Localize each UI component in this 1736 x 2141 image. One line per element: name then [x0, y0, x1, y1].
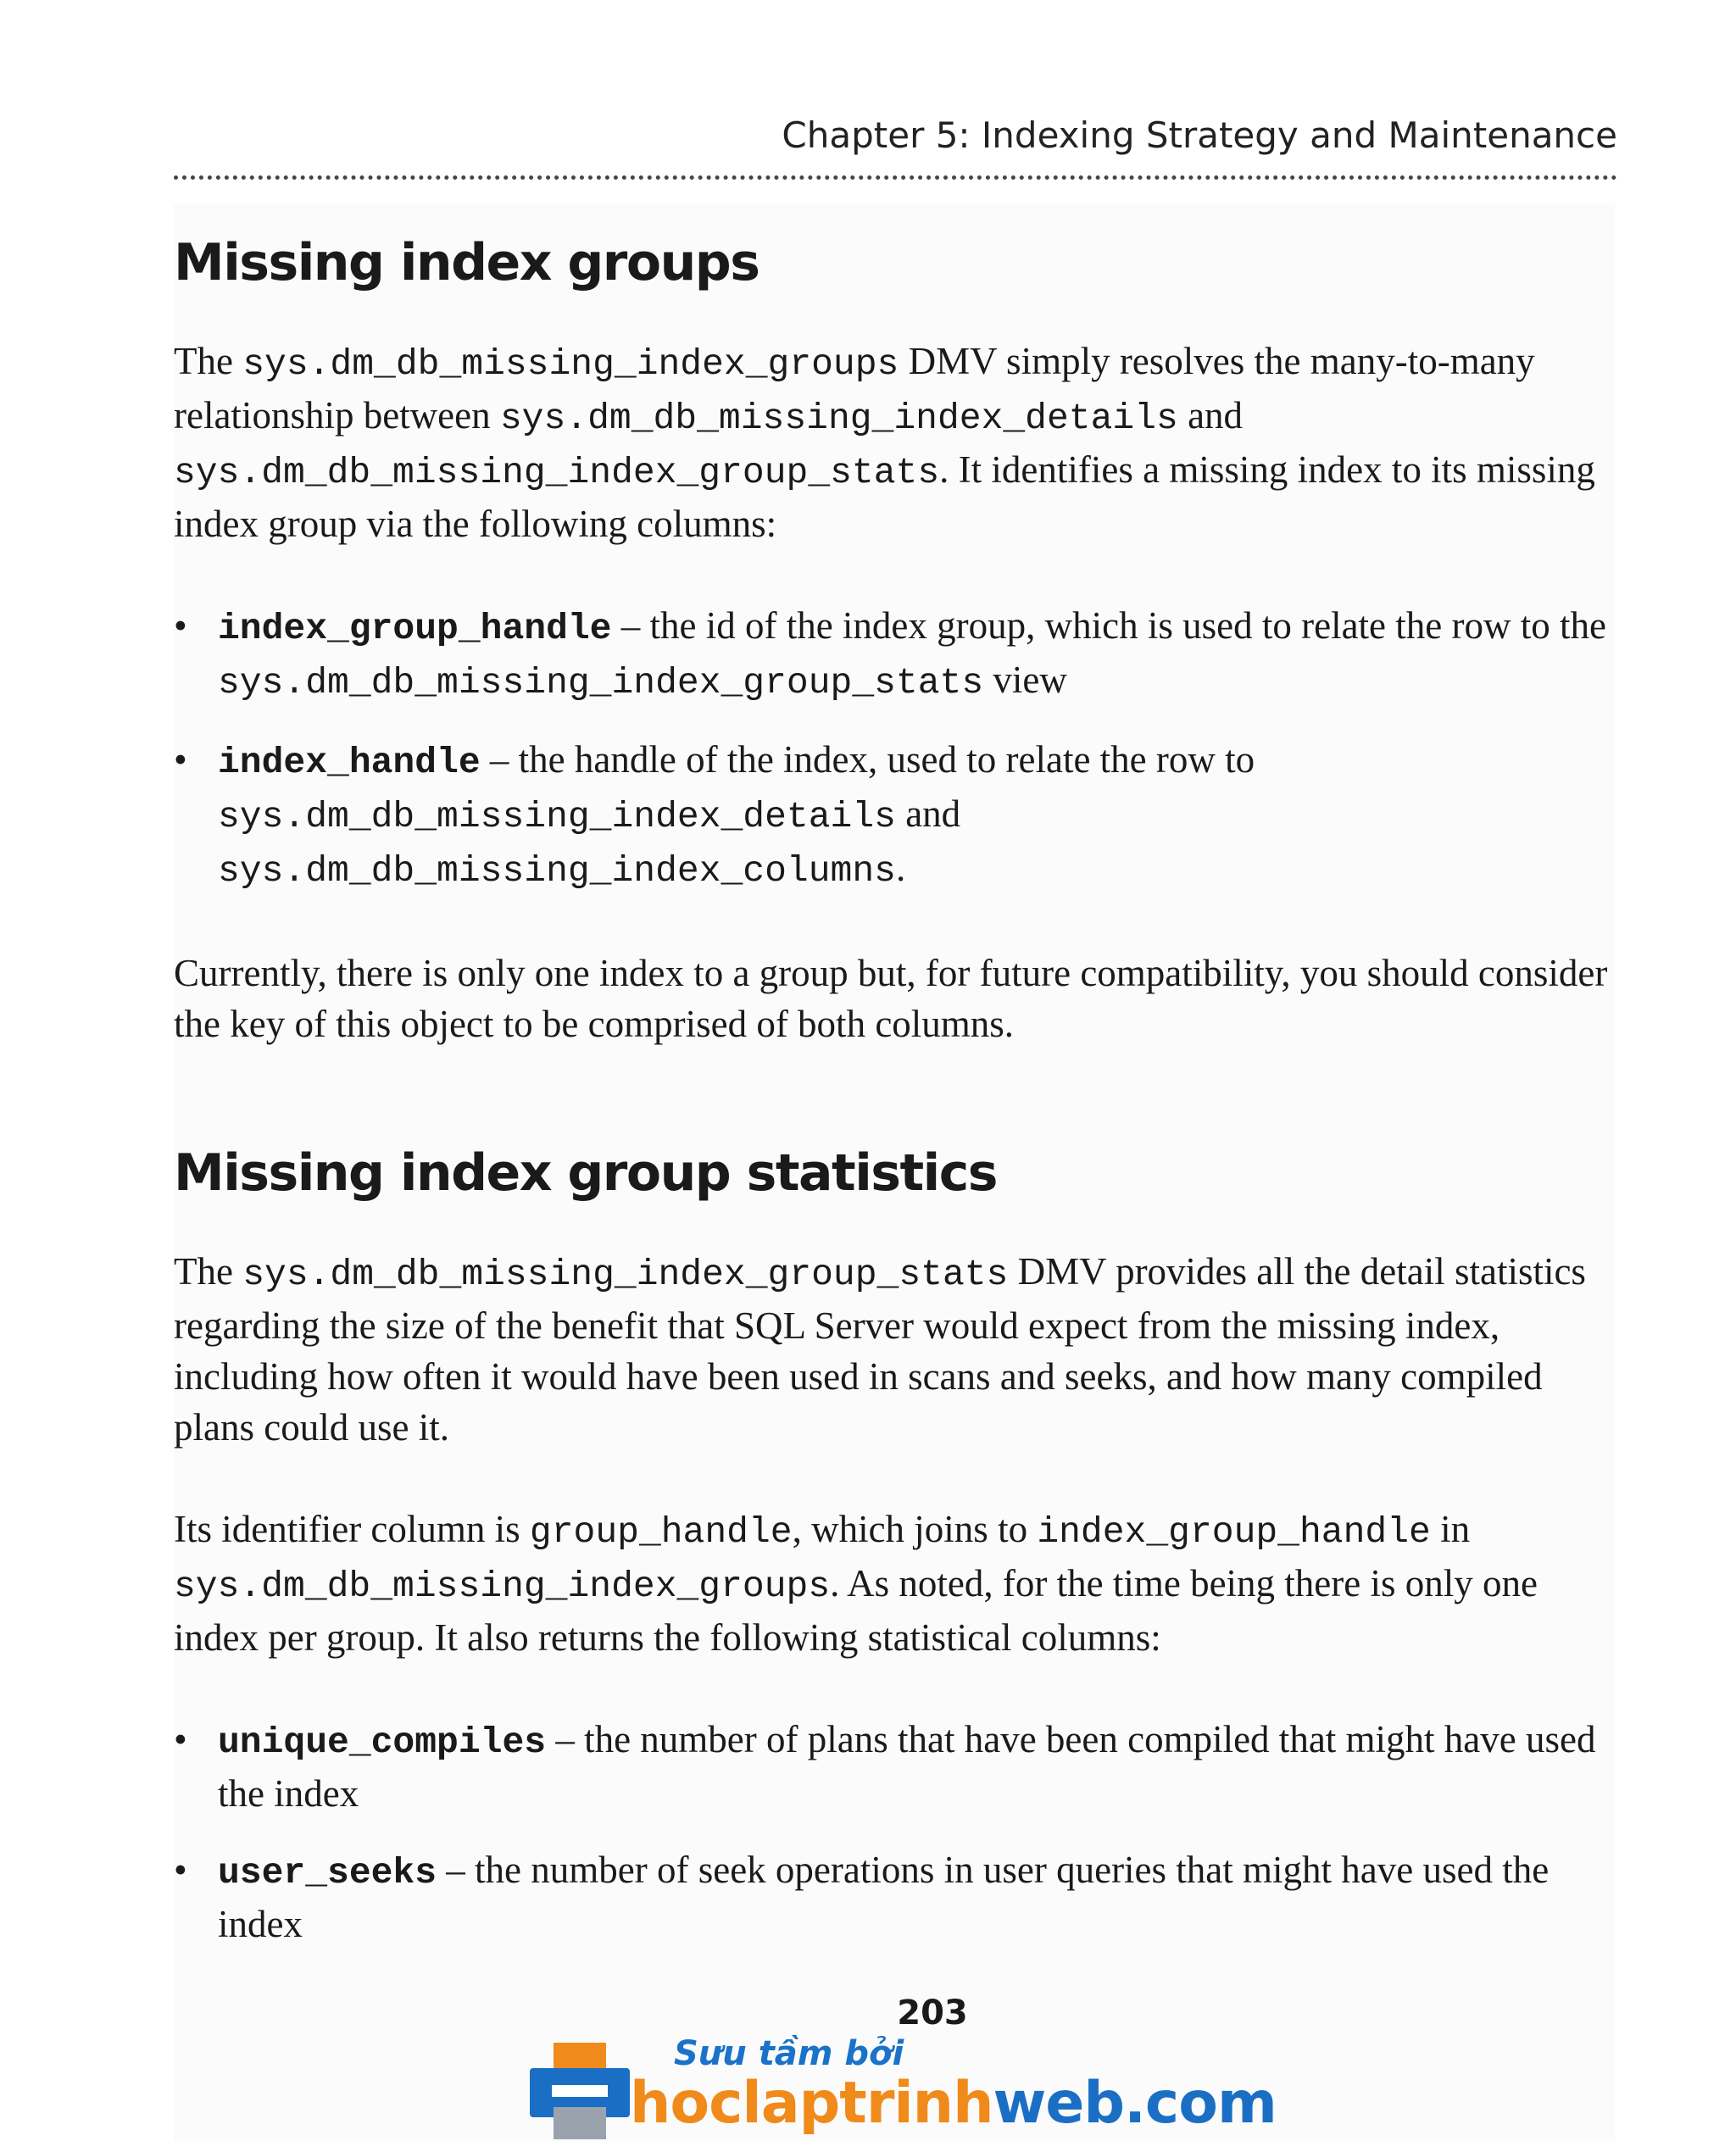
column-name: index_handle	[218, 742, 481, 783]
text-run: Its identifier column is	[174, 1508, 530, 1550]
code-term: sys.dm_db_missing_index_details	[218, 796, 896, 837]
text-run: . It identifies a missing index to its missing index group via the following columns:	[174, 448, 1595, 545]
text-run: – the number of plans that have been compiled that might have used the index	[218, 1718, 1596, 1815]
text-run: DMV provides all the detail statistics regarding the size of the benefit that SQL Server would expect from the missing index, including how often it would have been used in scans and seeks, and how many compiled plans could use it.	[174, 1250, 1586, 1449]
text-run: .	[895, 847, 906, 889]
printer-logo-icon	[530, 2043, 630, 2141]
code-term: index_group_handle	[1037, 1511, 1431, 1553]
text-run: The	[174, 1250, 243, 1293]
text-run: , which joins to	[792, 1508, 1038, 1550]
list-item	[174, 734, 1619, 897]
closing-paragraph: Currently, there is only one index to a group but, for future compatibility, you should consider the key of this object to be comprised of both columns.	[174, 952, 1608, 1045]
text-run: and	[1177, 394, 1244, 437]
text-run: The	[174, 340, 243, 382]
code-term: group_handle	[529, 1511, 793, 1553]
text-run: . As noted, for the time being there is only one index per group. It also returns the following statistical columns:	[174, 1562, 1538, 1659]
text-run: – the handle of the index, used to relate the row to	[480, 738, 1255, 781]
code-term: sys.dm_db_missing_index_group_stats	[242, 1254, 1009, 1295]
column-name: index_group_handle	[218, 608, 612, 649]
code-term: sys.dm_db_missing_index_details	[499, 398, 1178, 439]
text-run: – the id of the index group, which is used to relate the row to the	[611, 604, 1606, 647]
section-heading-missing-index-groups: Missing index groups	[174, 233, 760, 292]
watermark-logo	[530, 2034, 1277, 2141]
running-head: Chapter 5: Indexing Strategy and Maintenance	[782, 114, 1617, 156]
bullet-icon: •	[174, 1718, 187, 1760]
text-run: view	[983, 659, 1067, 701]
identifier-paragraph	[174, 1504, 1619, 1663]
column-list	[174, 600, 1619, 897]
page-number: 203	[897, 1994, 968, 2033]
stats-intro-paragraph	[174, 1246, 1619, 1453]
header-dotted-rule	[174, 175, 1617, 180]
text-run: DMV simply resolves the many-to-many relationship between	[174, 340, 1535, 437]
section-heading-missing-index-group-statistics: Missing index group statistics	[174, 1143, 998, 1203]
site-name-part: hoclaptrinh	[630, 2070, 993, 2137]
statistics-column-list	[174, 1714, 1619, 1949]
code-term: sys.dm_db_missing_index_group_stats	[174, 452, 940, 493]
code-term: sys.dm_db_missing_index_group_stats	[218, 662, 984, 703]
intro-paragraph	[174, 336, 1619, 549]
text-run: and	[895, 792, 961, 835]
bullet-icon: •	[174, 1849, 187, 1891]
code-term: sys.dm_db_missing_index_groups	[242, 343, 899, 385]
watermark-site	[630, 2066, 1277, 2141]
page-content	[174, 222, 1619, 1949]
column-name: user_seeks	[218, 1852, 437, 1894]
list-item	[174, 1844, 1619, 1949]
list-item	[174, 600, 1619, 709]
bullet-icon: •	[174, 738, 187, 781]
text-run: in	[1430, 1508, 1471, 1550]
code-term: sys.dm_db_missing_index_groups	[174, 1565, 831, 1607]
text-run: – the number of seek operations in user queries that might have used the index	[218, 1849, 1550, 1945]
column-name: unique_compiles	[218, 1721, 547, 1763]
watermark-tagline: Sưu tầm bởi	[674, 2034, 904, 2073]
list-item	[174, 1714, 1619, 1819]
code-term: sys.dm_db_missing_index_columns	[218, 850, 896, 892]
bullet-icon: •	[174, 604, 187, 647]
site-domain-part: web.com	[993, 2070, 1277, 2137]
